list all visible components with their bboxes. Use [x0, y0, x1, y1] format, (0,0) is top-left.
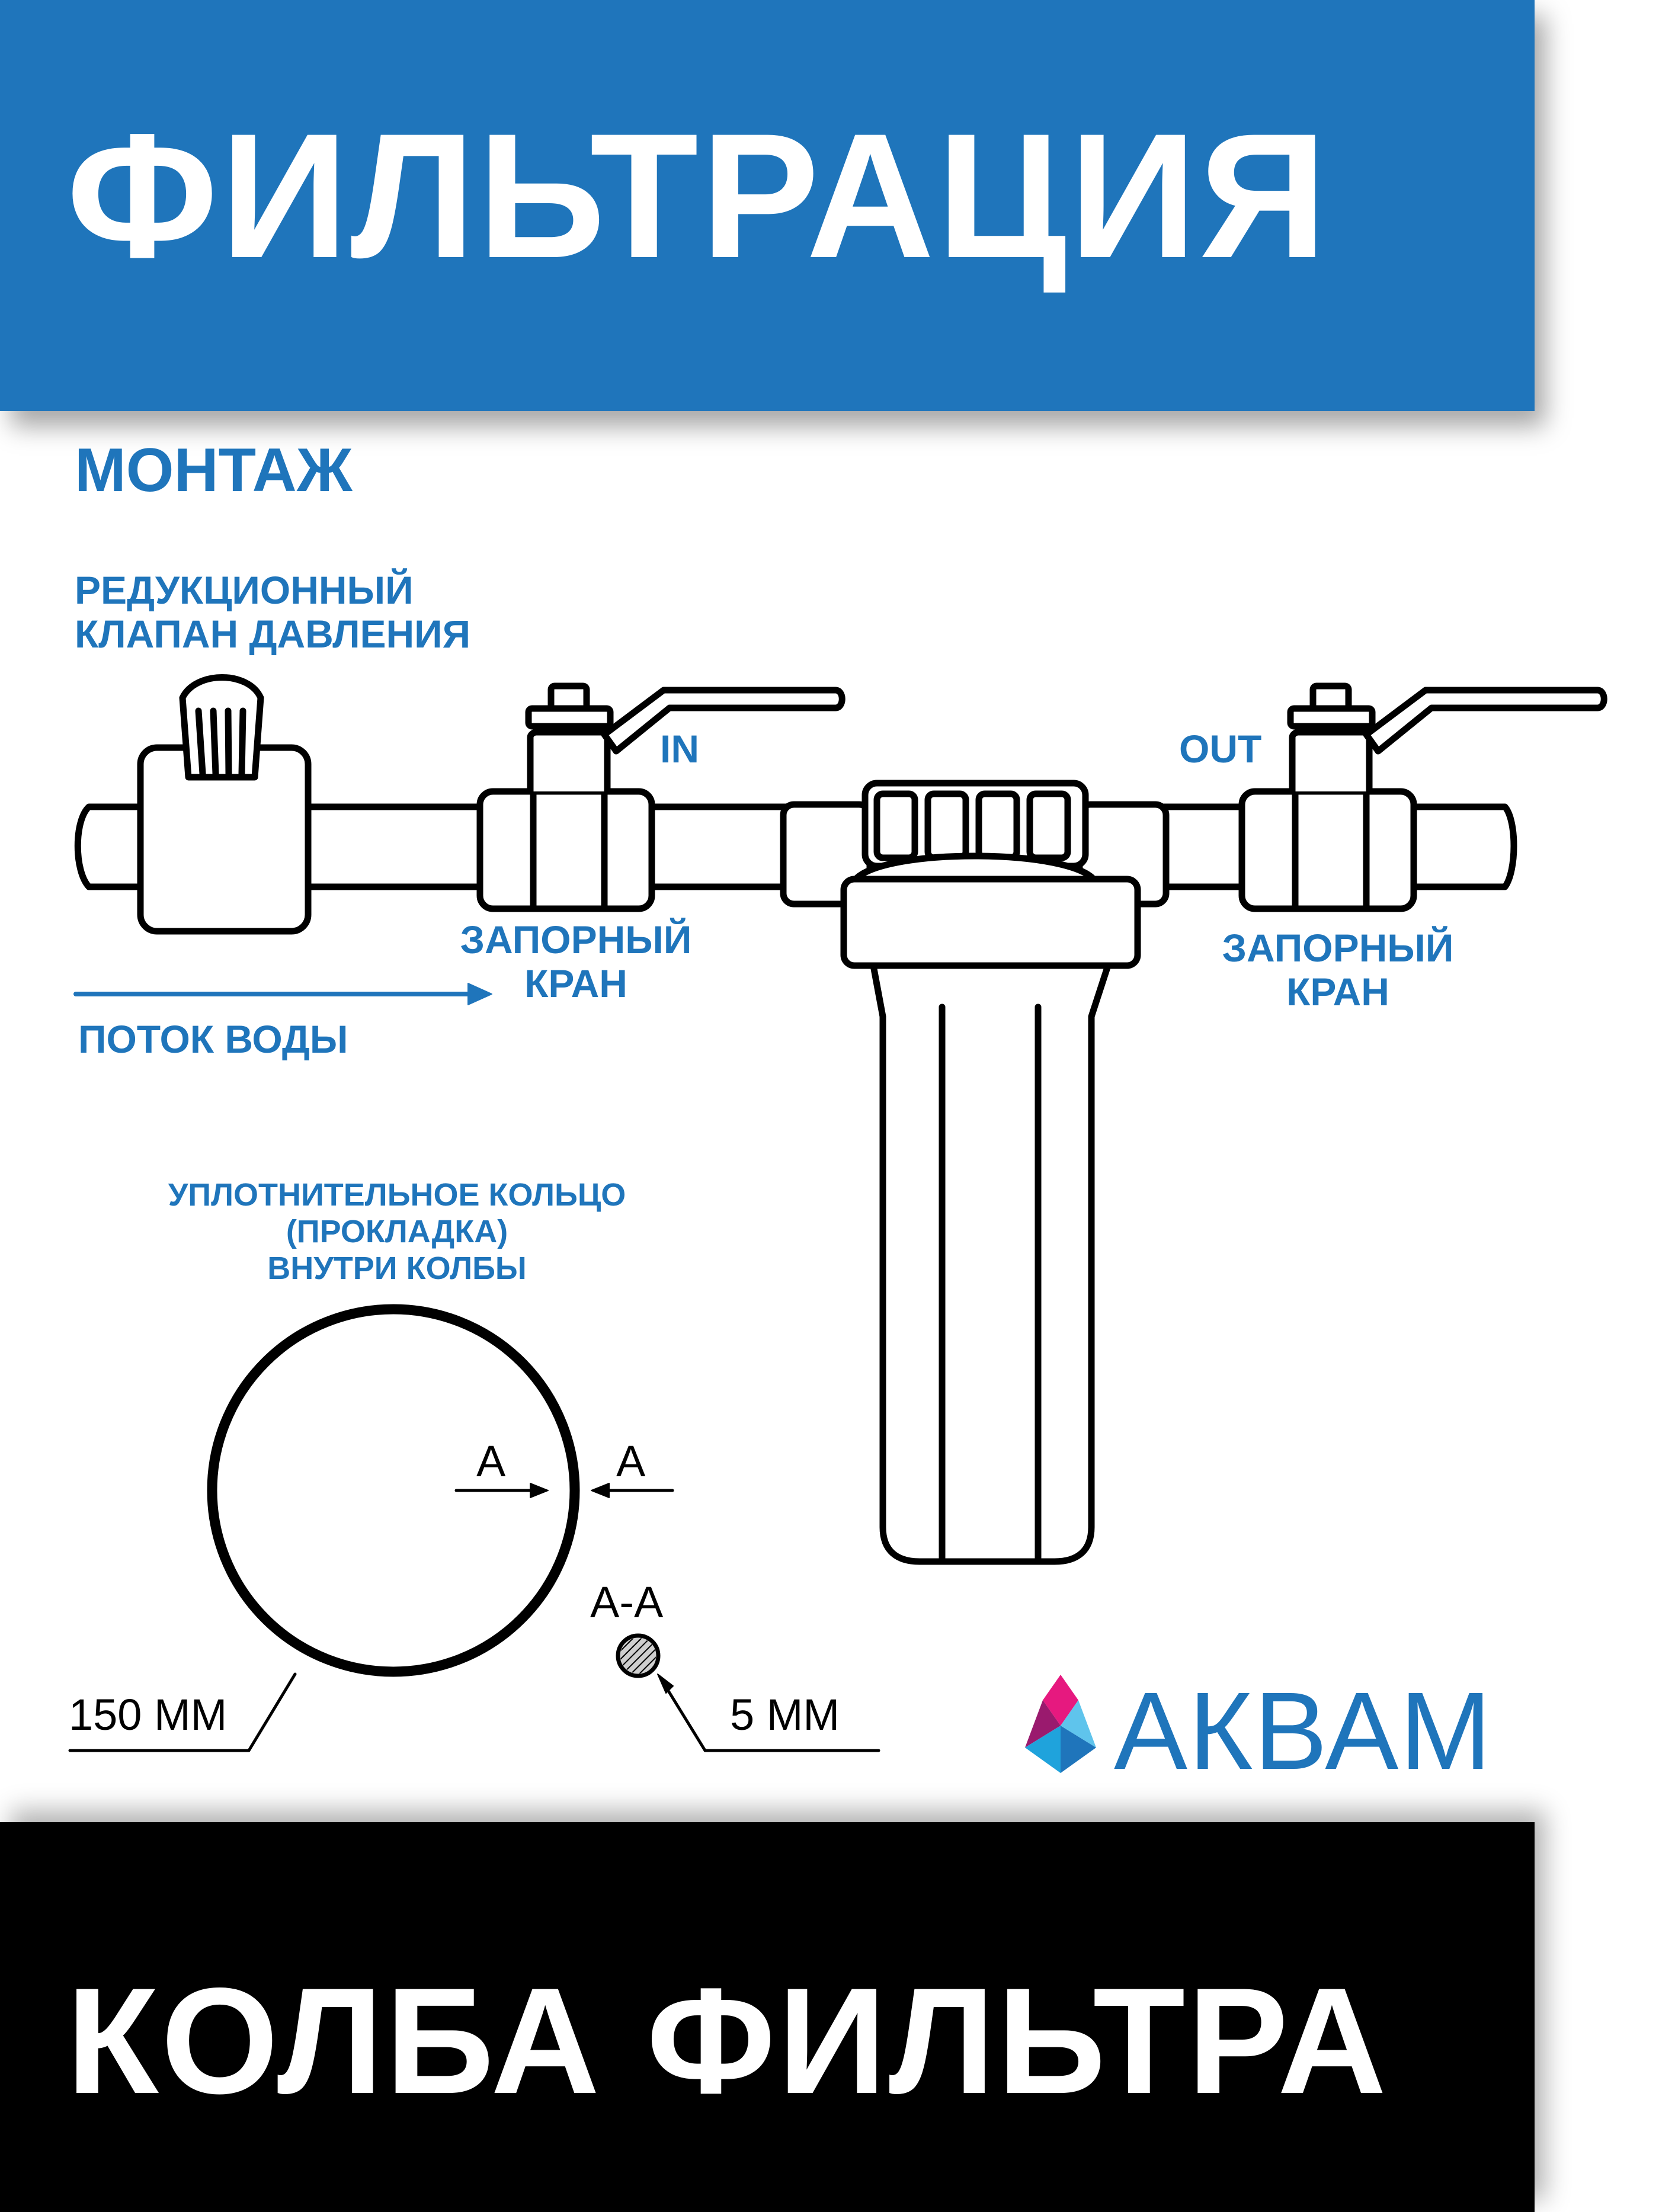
cross-section-icon [618, 1636, 658, 1676]
o-ring-caption-line1: УПЛОТНИТЕЛЬНОЕ КОЛЬЦО [168, 1177, 626, 1213]
logo-text: АКВАМ [1114, 1670, 1493, 1793]
o-ring-caption [118, 1176, 675, 1287]
footer-banner [0, 1822, 1535, 2212]
out-label: OUT [1179, 727, 1262, 771]
valve-right-label-line2: КРАН [1286, 969, 1389, 1014]
filter-housing-icon [783, 783, 1166, 1562]
flow-arrow-icon [76, 983, 492, 1005]
reducer-label-line1: РЕДУКЦИОННЫЙ [75, 568, 414, 612]
valve-left-label [451, 918, 700, 1006]
reducer-label [75, 569, 470, 656]
brand-logo [1019, 1670, 1535, 1793]
valve-right-label [1213, 927, 1462, 1014]
section-title: МОНТАЖ [75, 436, 353, 505]
logo-mark-icon [1019, 1674, 1108, 1774]
o-ring-caption-line2: (ПРОКЛАДКА) [286, 1214, 508, 1250]
valve-left-label-line2: КРАН [524, 961, 627, 1005]
o-ring-caption-line3: ВНУТРИ КОЛБЫ [267, 1251, 527, 1287]
pressure-reducer-icon [140, 678, 308, 932]
thickness-label: 5 ММ [730, 1690, 840, 1739]
header-title: ФИЛЬТРАЦИЯ [66, 96, 1330, 295]
section-mark-right: А [616, 1437, 646, 1486]
flow-label: ПОТОК ВОДЫ [78, 1017, 348, 1061]
valve-left-label-line1: ЗАПОРНЫЙ [460, 918, 692, 961]
section-mark-left: А [476, 1437, 506, 1486]
in-label: IN [660, 727, 699, 771]
valve-right-label-line1: ЗАПОРНЫЙ [1222, 926, 1454, 970]
footer-title: КОЛБА ФИЛЬТРА [66, 1957, 1389, 2126]
section-label: А-А [590, 1578, 664, 1627]
diameter-label: 150 ММ [69, 1690, 228, 1739]
reducer-label-line2: КЛАПАН ДАВЛЕНИЯ [75, 611, 471, 656]
